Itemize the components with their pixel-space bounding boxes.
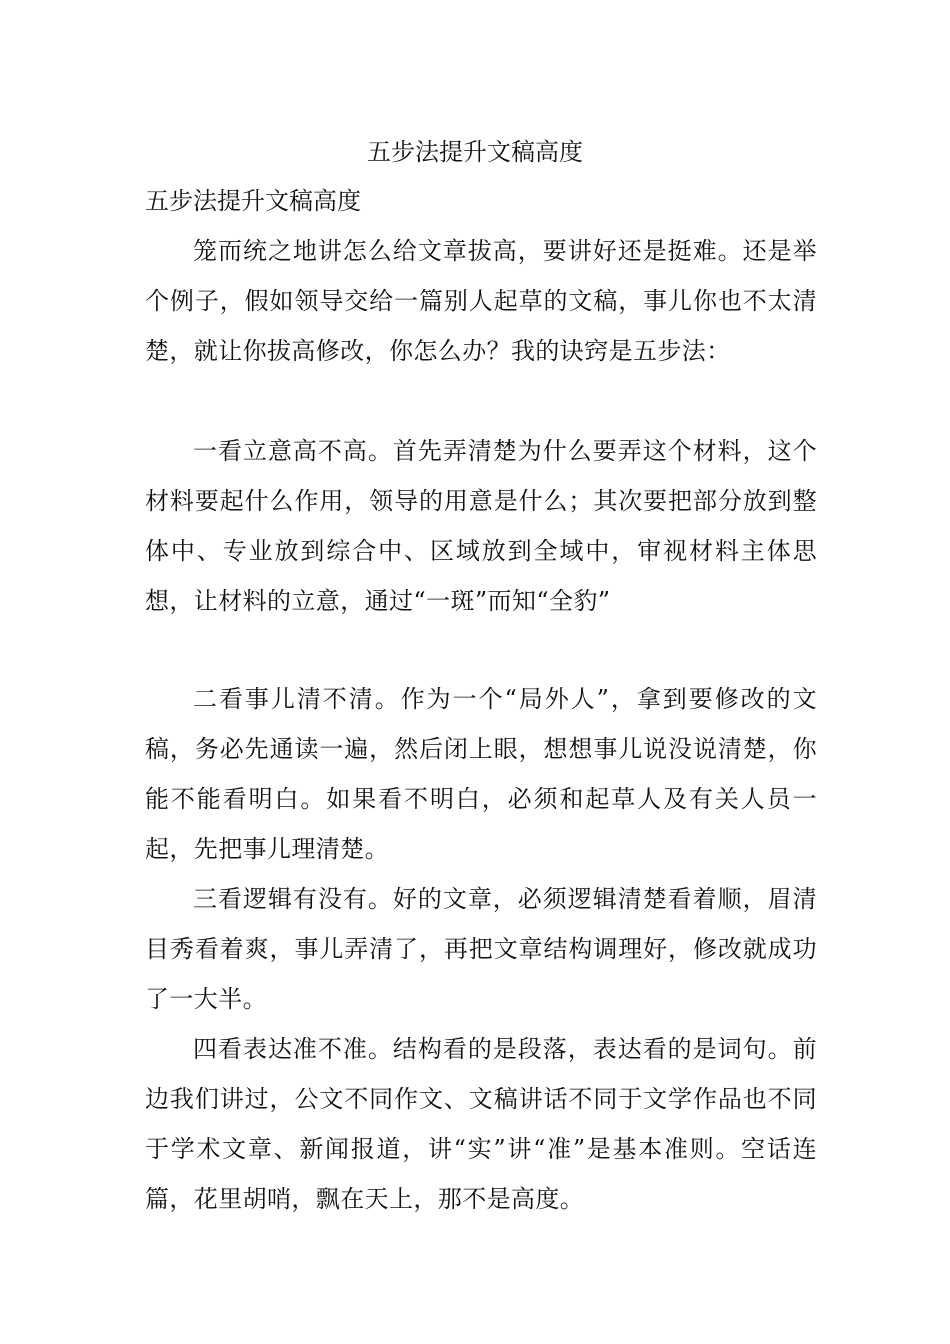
document-title: 五步法提升文稿高度: [367, 138, 583, 166]
document-subtitle: 五步法提升文稿高度: [145, 187, 361, 215]
paragraph-intro: 笼而统之地讲怎么给文章拔高，要讲好还是挺难。还是举个例子，假如领导交给一篇别人起草的文稿，事儿你也不太清楚，就让你拔高修改，你怎么办？我的诀窍是五步法：: [145, 237, 817, 365]
paragraph-step-3: 三看逻辑有没有。好的文章，必须逻辑清楚看着顺，眉清目秀看着爽，事儿弄清了，再把文章结构调理好，修改就成功了一大半。: [145, 885, 817, 1013]
paragraph-step-1: 一看立意高不高。首先弄清楚为什么要弄这个材料，这个材料要起什么作用，领导的用意是什么；其次要把部分放到整体中、专业放到综合中、区域放到全域中，审视材料主体思想，让材料的立意，通过“一斑”而知“全豹”: [145, 437, 817, 615]
paragraph-step-2: 二看事儿清不清。作为一个“局外人”，拿到要修改的文稿，务必先通读一遍，然后闭上眼，想想事儿说没说清楚，你能不能看明白。如果看不明白，必须和起草人及有关人员一起，先把事儿理清楚。: [145, 685, 817, 863]
paragraph-step-4: 四看表达准不准。结构看的是段落，表达看的是词句。前边我们讲过，公文不同作文、文稿讲话不同于文学作品也不同于学术文章、新闻报道，讲“实”讲“准”是基本准则。空话连篇，花里胡哨，飘在天上，那不是高度。: [145, 1035, 817, 1213]
